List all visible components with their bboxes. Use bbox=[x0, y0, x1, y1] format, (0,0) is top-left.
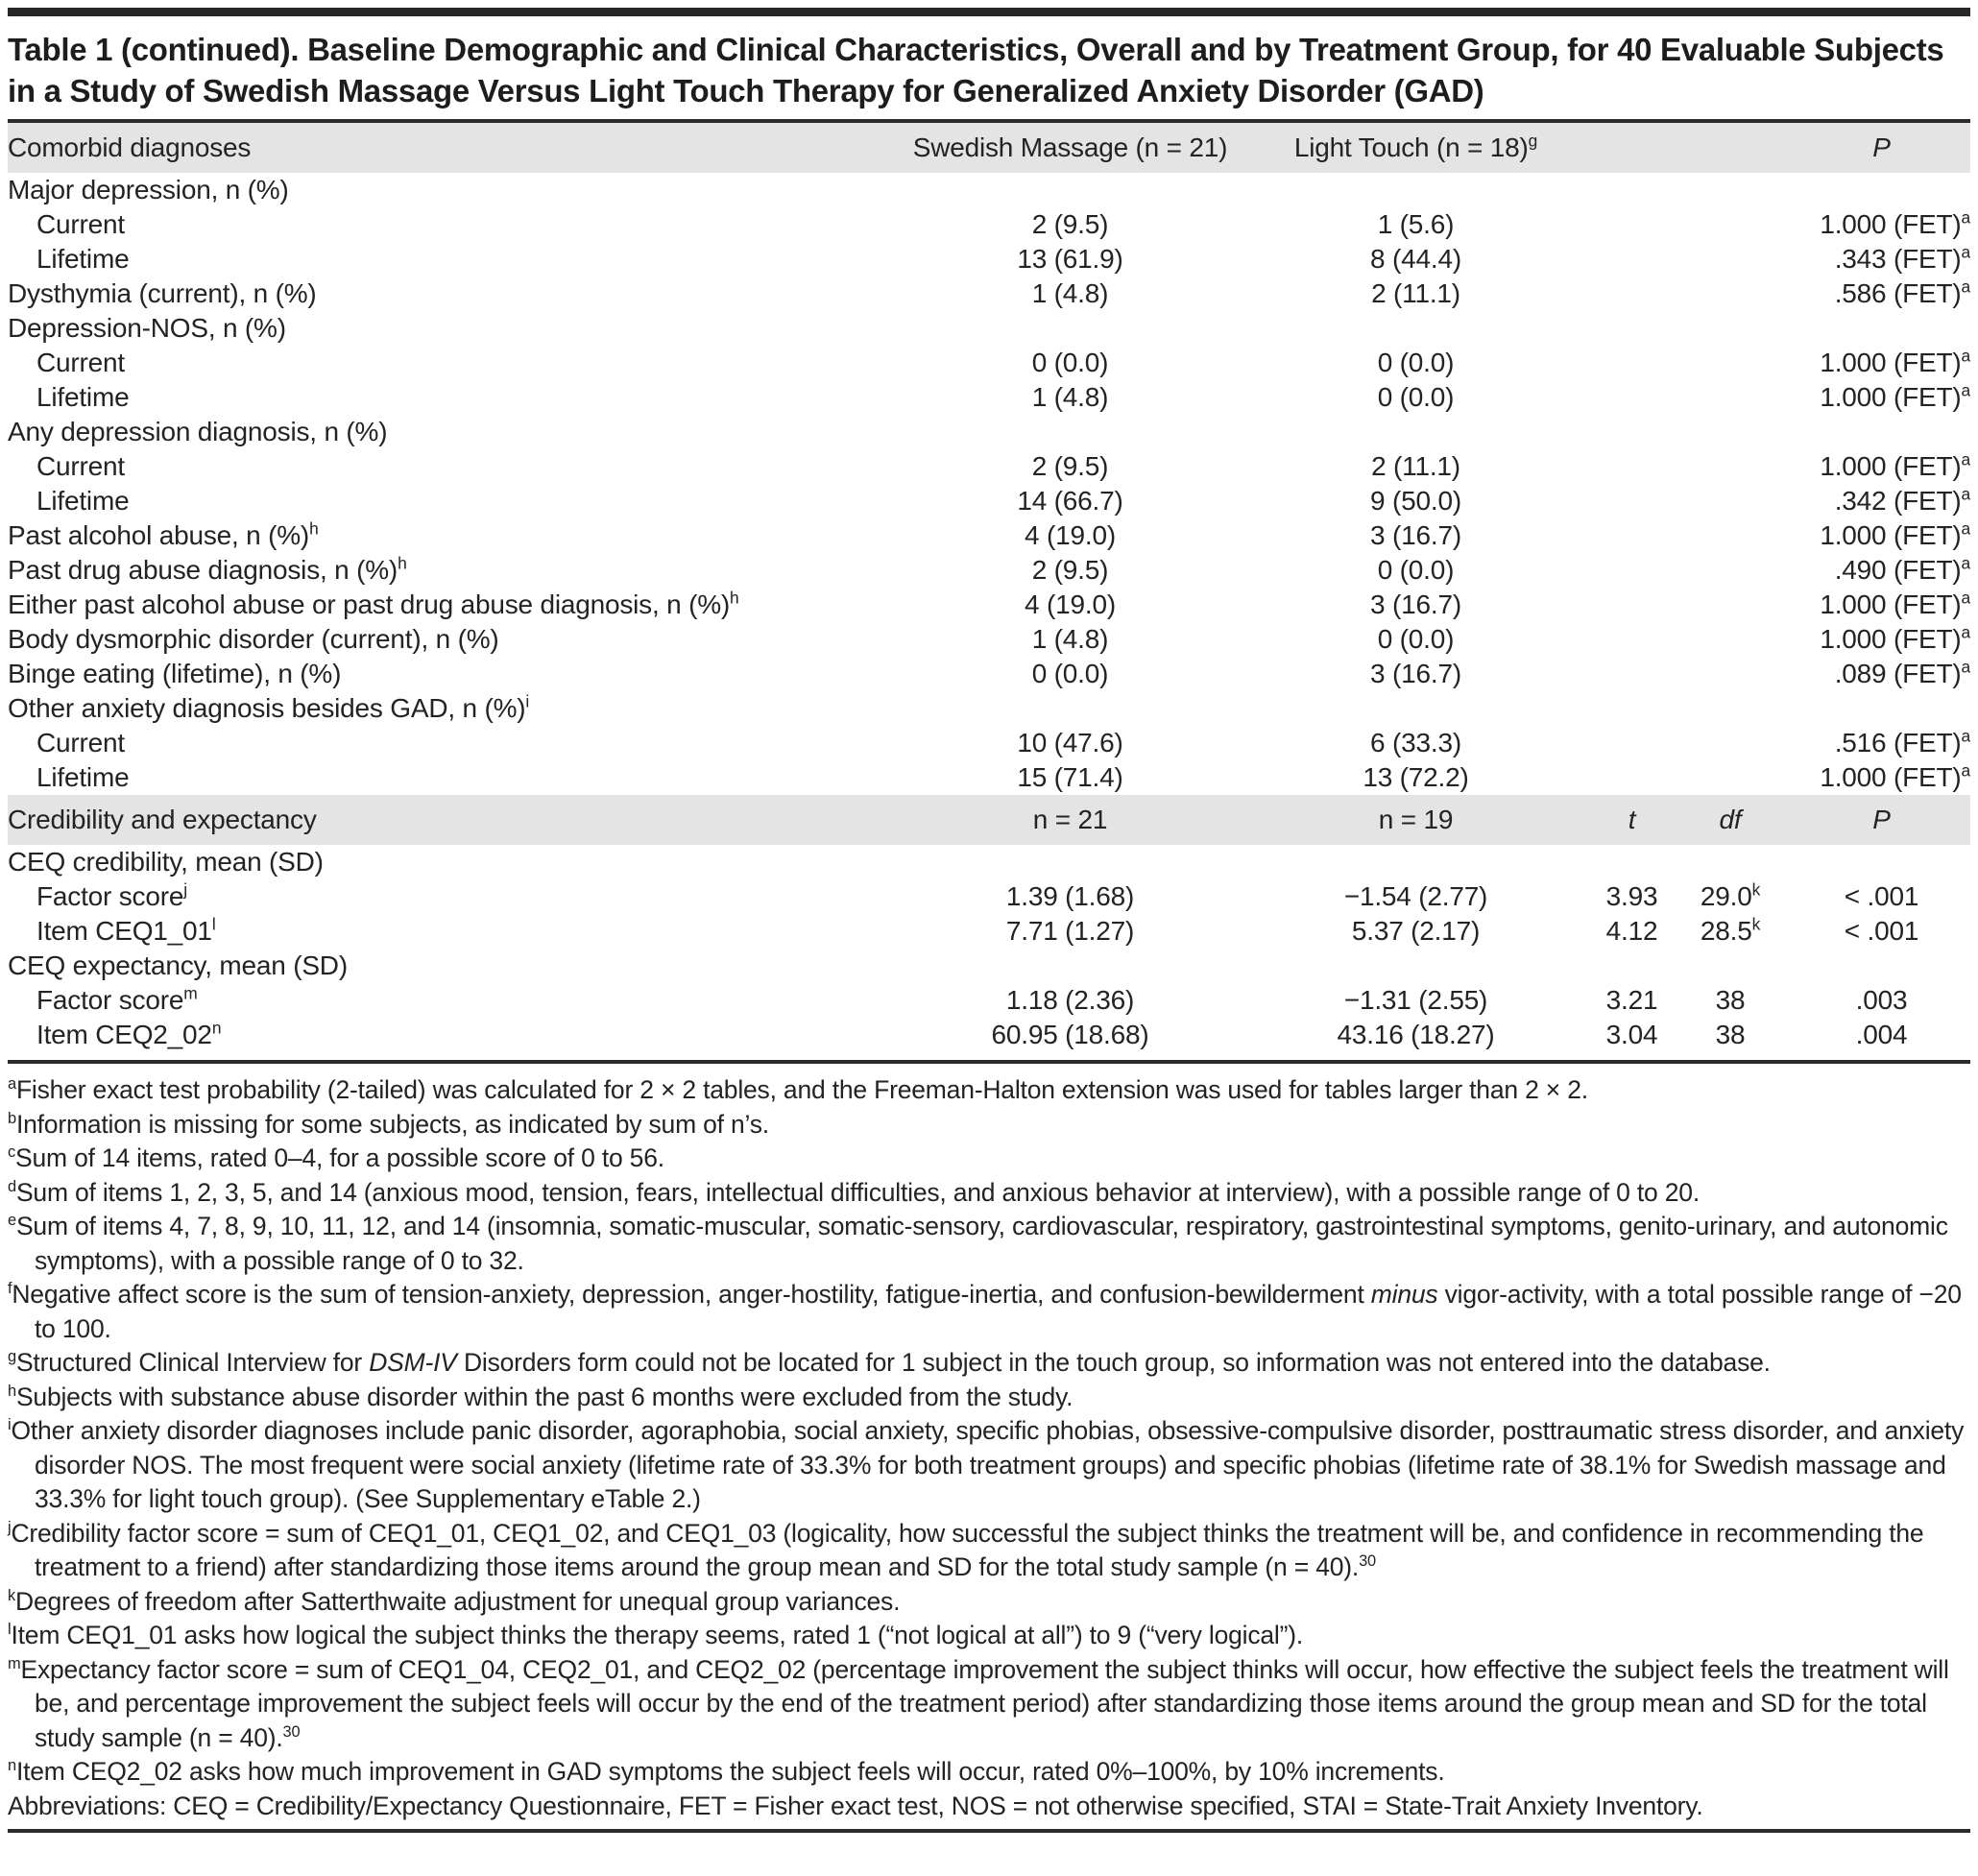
footnote-marker: e bbox=[8, 1212, 16, 1230]
row-label bbox=[8, 1018, 905, 1052]
cell-group2 bbox=[1236, 380, 1596, 415]
cell-t-text: 3.93 bbox=[1605, 881, 1658, 911]
cell-group1-text: 13 (61.9) bbox=[1017, 244, 1123, 274]
cell-group1-text: 60.95 (18.68) bbox=[991, 1020, 1149, 1049]
cell-group1 bbox=[905, 207, 1236, 242]
footnote-g bbox=[8, 1346, 1970, 1381]
footnote-text: DSM-IV bbox=[369, 1348, 457, 1377]
cell-p bbox=[1793, 588, 1970, 622]
table-row bbox=[8, 691, 1970, 726]
row-label-text: Lifetime bbox=[36, 382, 130, 412]
cell-group2-text: 9 (50.0) bbox=[1370, 486, 1461, 516]
cell-p-footnote-mark: a bbox=[1961, 622, 1970, 642]
cell-t bbox=[1596, 983, 1668, 1018]
cell-p-text: 1.000 (FET) bbox=[1820, 589, 1962, 619]
cell-t-text: 4.12 bbox=[1605, 916, 1658, 946]
footnote-marker: j bbox=[8, 1518, 12, 1536]
footnote-text: Information is missing for some subjects, as indicated by sum of n’s. bbox=[15, 1109, 769, 1139]
cell-group2-text: 0 (0.0) bbox=[1377, 555, 1455, 585]
cell-p-text: 1.000 (FET) bbox=[1820, 348, 1962, 377]
cell-p-text: < .001 bbox=[1844, 916, 1919, 946]
row-label-text: Past drug abuse diagnosis, n (%) bbox=[8, 555, 398, 585]
row-label bbox=[8, 914, 905, 949]
cell-group1-text: 15 (71.4) bbox=[1017, 762, 1123, 792]
cell-df-text: 38 bbox=[1715, 1020, 1746, 1049]
footnote-c bbox=[8, 1142, 1970, 1176]
table-row bbox=[8, 484, 1970, 518]
footnote-text: Other anxiety disorder diagnoses include panic disorder, agoraphobia, social anxiety, specific phobias, obsessive-compulsive disorder, posttraumatic stress disorder, and anxiety disorder NOS. The most frequent were social anxiety (lifetime rate of 33.3% for both treatment groups) and specific phobias (lifetime rate of 38.1% for Swedish massage and 33.3% for light touch group). (See Supplementary eTable 2.) bbox=[11, 1416, 1965, 1513]
row-label bbox=[8, 588, 905, 622]
row-label-footnote-mark: n bbox=[211, 1018, 222, 1038]
table-row bbox=[8, 983, 1970, 1018]
row-label bbox=[8, 484, 905, 518]
row-label bbox=[8, 277, 905, 311]
cell-p bbox=[1793, 760, 1970, 795]
cell-group2 bbox=[1236, 622, 1596, 657]
cell-group1 bbox=[905, 983, 1236, 1018]
row-label-text: CEQ credibility, mean (SD) bbox=[8, 847, 324, 877]
row-label bbox=[8, 173, 905, 207]
cell-group1-text: 4 (19.0) bbox=[1025, 520, 1116, 550]
cell-group1 bbox=[905, 277, 1236, 311]
top-rule bbox=[8, 8, 1970, 16]
cell-group2-text: 6 (33.3) bbox=[1370, 728, 1461, 758]
row-label-footnote-mark: h bbox=[398, 553, 407, 573]
cell-p-text: .003 bbox=[1855, 985, 1908, 1015]
cell-df-text: 29.0 bbox=[1700, 881, 1752, 911]
cell-p-text: 1.000 (FET) bbox=[1820, 762, 1962, 792]
cell-group1 bbox=[905, 1018, 1236, 1052]
row-label-text: Lifetime bbox=[36, 762, 130, 792]
section2-header-df: df bbox=[1719, 805, 1742, 834]
footnote-text: Degrees of freedom after Satterthwaite adjustment for unequal group variances. bbox=[15, 1586, 901, 1616]
row-label-text: Dysthymia (current), n (%) bbox=[8, 278, 317, 308]
cell-group1 bbox=[905, 484, 1236, 518]
section1-body bbox=[8, 173, 1970, 795]
row-label-footnote-mark: l bbox=[211, 914, 216, 934]
cell-group2 bbox=[1236, 553, 1596, 588]
cell-group1-text: 14 (66.7) bbox=[1017, 486, 1123, 516]
cell-group2-text: 43.16 (18.27) bbox=[1337, 1020, 1495, 1049]
cell-group2 bbox=[1236, 449, 1596, 484]
cell-p-footnote-mark: a bbox=[1961, 380, 1970, 400]
row-label-text: Item CEQ1_01 bbox=[36, 916, 212, 946]
cell-group2-text: 3 (16.7) bbox=[1370, 520, 1461, 550]
table-row bbox=[8, 415, 1970, 449]
row-label-text: Item CEQ2_02 bbox=[36, 1020, 212, 1049]
cell-t bbox=[1596, 914, 1668, 949]
footnote-text: Sum of items 1, 2, 3, 5, and 14 (anxious mood, tension, fears, intellectual difficulties, and anxious behavior at interview), with a possible range of 0 to 20. bbox=[15, 1177, 1700, 1207]
table-row bbox=[8, 207, 1970, 242]
cell-df-footnote-mark: k bbox=[1751, 914, 1761, 934]
row-label bbox=[8, 415, 905, 449]
section1-header-row bbox=[8, 123, 1970, 173]
cell-group1 bbox=[905, 588, 1236, 622]
cell-group2 bbox=[1236, 879, 1596, 914]
cell-p-footnote-mark: a bbox=[1961, 657, 1970, 677]
cell-group2 bbox=[1236, 914, 1596, 949]
table-row bbox=[8, 380, 1970, 415]
section1-header-group2-footnote-mark: g bbox=[1528, 131, 1538, 151]
table-row bbox=[8, 949, 1970, 983]
cell-p bbox=[1793, 242, 1970, 277]
footnote-marker: a bbox=[8, 1075, 16, 1094]
row-label bbox=[8, 242, 905, 277]
cell-df-footnote-mark: k bbox=[1751, 879, 1761, 900]
cell-group1 bbox=[905, 914, 1236, 949]
cell-group1-text: 1 (4.8) bbox=[1031, 278, 1109, 308]
cell-p-text: .343 (FET) bbox=[1834, 244, 1962, 274]
row-label-text: Lifetime bbox=[36, 244, 130, 274]
footnote-marker: n bbox=[8, 1757, 16, 1775]
cell-p bbox=[1793, 879, 1970, 914]
cell-df bbox=[1668, 879, 1793, 914]
cell-group2 bbox=[1236, 983, 1596, 1018]
cell-group1-text: 7.71 (1.27) bbox=[1005, 916, 1135, 946]
cell-p bbox=[1793, 518, 1970, 553]
cell-df-text: 28.5 bbox=[1700, 916, 1752, 946]
footnote-text: 30 bbox=[282, 1722, 301, 1741]
row-label bbox=[8, 845, 905, 879]
table-row bbox=[8, 449, 1970, 484]
section2-header-label: Credibility and expectancy bbox=[8, 805, 317, 834]
cell-group2 bbox=[1236, 760, 1596, 795]
table-row bbox=[8, 242, 1970, 277]
table-row bbox=[8, 1018, 1970, 1052]
cell-group2-text: 0 (0.0) bbox=[1377, 624, 1455, 654]
cell-group1-text: 0 (0.0) bbox=[1031, 659, 1109, 688]
cell-t-text: 3.04 bbox=[1605, 1020, 1658, 1049]
cell-group1-text: 2 (9.5) bbox=[1031, 451, 1109, 481]
cell-t bbox=[1596, 879, 1668, 914]
table-row bbox=[8, 553, 1970, 588]
cell-group1-text: 1 (4.8) bbox=[1031, 624, 1109, 654]
footnotes-block bbox=[8, 1073, 1970, 1790]
footnote-text: Item CEQ2_02 asks how much improvement in GAD symptoms the subject feels will occur, rated 0%–100%, by 10% increments. bbox=[15, 1757, 1445, 1786]
cell-group1 bbox=[905, 760, 1236, 795]
footnote-text: 30 bbox=[1359, 1552, 1376, 1571]
cell-p-text: .342 (FET) bbox=[1834, 486, 1962, 516]
cell-p-footnote-mark: a bbox=[1961, 207, 1970, 228]
cell-p-footnote-mark: a bbox=[1961, 588, 1970, 608]
cell-p-footnote-mark: a bbox=[1961, 518, 1970, 539]
cell-p bbox=[1793, 914, 1970, 949]
cell-group2-text: 2 (11.1) bbox=[1371, 451, 1460, 481]
cell-p bbox=[1793, 983, 1970, 1018]
cell-p bbox=[1793, 726, 1970, 760]
cell-df bbox=[1668, 914, 1793, 949]
section1-header-label: Comorbid diagnoses bbox=[8, 132, 252, 162]
cell-group2-text: −1.54 (2.77) bbox=[1343, 881, 1488, 911]
cell-group2-text: 2 (11.1) bbox=[1371, 278, 1460, 308]
cell-p bbox=[1793, 553, 1970, 588]
row-label bbox=[8, 553, 905, 588]
cell-group1 bbox=[905, 242, 1236, 277]
footnote-marker: d bbox=[8, 1177, 16, 1195]
row-label bbox=[8, 380, 905, 415]
section1-header-band bbox=[8, 123, 1970, 173]
cell-group1 bbox=[905, 726, 1236, 760]
cell-df bbox=[1668, 1018, 1793, 1052]
footnote-text: Fisher exact test probability (2-tailed) was calculated for 2 × 2 tables, and the Freeman-Halton extension was used for tables larger than 2 × 2. bbox=[15, 1075, 1588, 1104]
cell-group1-text: 10 (47.6) bbox=[1017, 728, 1123, 758]
cell-group1 bbox=[905, 346, 1236, 380]
footnote-text: Sum of items 4, 7, 8, 9, 10, 11, 12, and 14 (insomnia, somatic-muscular, somatic-sensory, cardiovascular, respiratory, gastrointestinal symptoms, genito-urinary, and autonomic symptoms), with a possible range of 0 to 32. bbox=[15, 1212, 1948, 1275]
cell-group2-text: 0 (0.0) bbox=[1377, 382, 1455, 412]
cell-group2 bbox=[1236, 726, 1596, 760]
footnote-text: Expectancy factor score = sum of CEQ1_04, CEQ2_01, and CEQ2_02 (percentage improvement the subject thinks will occur, how effective the subject feels the treatment will be, and percentage improvement the subject feels will occur by the end of the treatment period) after standardizing those items around the group mean and SD for the total study sample (n = 40). bbox=[20, 1654, 1949, 1752]
row-label bbox=[8, 949, 905, 983]
row-label-text: Binge eating (lifetime), n (%) bbox=[8, 659, 342, 688]
table-row bbox=[8, 726, 1970, 760]
cell-group1-text: 1 (4.8) bbox=[1031, 382, 1109, 412]
cell-p bbox=[1793, 1018, 1970, 1052]
row-label-text: Past alcohol abuse, n (%) bbox=[8, 520, 310, 550]
row-label-text: Current bbox=[36, 209, 125, 239]
footnote-rule bbox=[8, 1060, 1970, 1064]
table-row bbox=[8, 657, 1970, 691]
table-row bbox=[8, 845, 1970, 879]
cell-p-text: .516 (FET) bbox=[1834, 728, 1962, 758]
row-label-text: Either past alcohol abuse or past drug abuse diagnosis, n (%) bbox=[8, 589, 731, 619]
footnote-a bbox=[8, 1073, 1970, 1108]
cell-p bbox=[1793, 449, 1970, 484]
cell-p-text: .490 (FET) bbox=[1834, 555, 1962, 585]
cell-group2-text: 3 (16.7) bbox=[1370, 659, 1461, 688]
footnote-marker: b bbox=[8, 1109, 16, 1127]
cell-group2 bbox=[1236, 518, 1596, 553]
cell-group1 bbox=[905, 553, 1236, 588]
section2-body bbox=[8, 845, 1970, 1052]
row-label bbox=[8, 518, 905, 553]
cell-df bbox=[1668, 983, 1793, 1018]
footnote-marker: i bbox=[8, 1416, 12, 1434]
row-label bbox=[8, 346, 905, 380]
footnote-text: Sum of 14 items, rated 0–4, for a possible score of 0 to 56. bbox=[15, 1143, 664, 1172]
cell-p-text: 1.000 (FET) bbox=[1820, 451, 1962, 481]
cell-group1 bbox=[905, 380, 1236, 415]
footnote-text: vigor-activity, with a total possible range of −20 to 100. bbox=[35, 1280, 1962, 1343]
cell-group1 bbox=[905, 879, 1236, 914]
row-label-text: Major depression, n (%) bbox=[8, 175, 289, 204]
row-label bbox=[8, 207, 905, 242]
section1-header-group2 bbox=[1236, 123, 1596, 173]
footnote-text: Structured Clinical Interview for bbox=[15, 1348, 370, 1377]
footnote-h bbox=[8, 1381, 1970, 1415]
cell-group2-text: 3 (16.7) bbox=[1370, 589, 1461, 619]
table-row bbox=[8, 518, 1970, 553]
row-label-text: Other anxiety diagnosis besides GAD, n (%) bbox=[8, 693, 526, 723]
table-row bbox=[8, 311, 1970, 346]
row-label-footnote-mark: m bbox=[183, 983, 198, 1003]
cell-group2-text: 8 (44.4) bbox=[1370, 244, 1461, 274]
bottom-rule bbox=[8, 1829, 1970, 1833]
footnote-marker: f bbox=[8, 1280, 12, 1298]
row-label-text: Current bbox=[36, 348, 125, 377]
cell-group2 bbox=[1236, 207, 1596, 242]
row-label bbox=[8, 311, 905, 346]
cell-group1-text: 1.39 (1.68) bbox=[1005, 881, 1135, 911]
table-row bbox=[8, 914, 1970, 949]
cell-p-text: 1.000 (FET) bbox=[1820, 520, 1962, 550]
section2-header-group2: n = 19 bbox=[1378, 805, 1454, 834]
row-label-text: Factor score bbox=[36, 985, 184, 1015]
section2-header-group1: n = 21 bbox=[1032, 805, 1108, 834]
footnote-text: Subjects with substance abuse disorder within the past 6 months were excluded from the study. bbox=[15, 1382, 1073, 1411]
table-row bbox=[8, 760, 1970, 795]
cell-group1 bbox=[905, 518, 1236, 553]
row-label-footnote-mark: h bbox=[730, 588, 739, 608]
cell-p-footnote-mark: a bbox=[1961, 760, 1970, 781]
footnote-text: Credibility factor score = sum of CEQ1_01, CEQ1_02, and CEQ1_03 (logicality, how successful the subject thinks the treatment will be, and confidence in recommending the treatment to a friend) after standardizing those items around the group mean and SD for the total study sample (n = 40). bbox=[11, 1518, 1924, 1581]
cell-p-footnote-mark: a bbox=[1961, 484, 1970, 504]
cell-p-footnote-mark: a bbox=[1961, 449, 1970, 469]
cell-group1-text: 0 (0.0) bbox=[1031, 348, 1109, 377]
cell-p-footnote-mark: a bbox=[1961, 346, 1970, 366]
table-row bbox=[8, 879, 1970, 914]
cell-group2 bbox=[1236, 588, 1596, 622]
table-row bbox=[8, 277, 1970, 311]
footnote-b bbox=[8, 1108, 1970, 1142]
footnote-text: Item CEQ1_01 asks how logical the subject thinks the therapy seems, rated 1 (“not logical at all”) to 9 (“very logical”). bbox=[11, 1621, 1304, 1649]
row-label-text: Current bbox=[36, 451, 125, 481]
row-label-text: Body dysmorphic disorder (current), n (%) bbox=[8, 624, 499, 654]
cell-group2-text: −1.31 (2.55) bbox=[1343, 985, 1488, 1015]
footnote-m bbox=[8, 1653, 1970, 1756]
row-label bbox=[8, 622, 905, 657]
cell-p bbox=[1793, 346, 1970, 380]
table-row bbox=[8, 622, 1970, 657]
cell-df-text: 38 bbox=[1715, 985, 1746, 1015]
cell-p-text: 1.000 (FET) bbox=[1820, 209, 1962, 239]
row-label bbox=[8, 983, 905, 1018]
footnote-l bbox=[8, 1619, 1970, 1653]
cell-group2-text: 0 (0.0) bbox=[1377, 348, 1455, 377]
row-label-text: Current bbox=[36, 728, 125, 758]
cell-group2 bbox=[1236, 657, 1596, 691]
footnote-marker: h bbox=[8, 1382, 16, 1400]
cell-p-footnote-mark: a bbox=[1961, 277, 1970, 297]
cell-p-text: 1.000 (FET) bbox=[1820, 624, 1962, 654]
cell-p-footnote-mark: a bbox=[1961, 726, 1970, 746]
table-row bbox=[8, 346, 1970, 380]
footnote-marker: k bbox=[8, 1586, 16, 1604]
cell-p bbox=[1793, 622, 1970, 657]
table-title: Table 1 (continued). Baseline Demographic and Clinical Characteristics, Overall and by Treatment Group, for 40 Evaluable Subjects in a Study of Swedish Massage Versus Light Touch Therapy for Generalized Anxiety Disorder (GAD) bbox=[8, 32, 1944, 108]
row-label bbox=[8, 657, 905, 691]
section1-header-p: P bbox=[1872, 132, 1891, 162]
row-label bbox=[8, 760, 905, 795]
footnote-j bbox=[8, 1517, 1970, 1585]
cell-group1-text: 2 (9.5) bbox=[1031, 555, 1109, 585]
cell-group1-text: 1.18 (2.36) bbox=[1005, 985, 1135, 1015]
section1-header-group1: Swedish Massage (n = 21) bbox=[912, 132, 1228, 162]
footnote-marker: l bbox=[8, 1621, 12, 1639]
cell-group2 bbox=[1236, 346, 1596, 380]
cell-group1-text: 4 (19.0) bbox=[1025, 589, 1116, 619]
cell-p bbox=[1793, 380, 1970, 415]
row-label-text: Factor score bbox=[36, 881, 184, 911]
cell-p-footnote-mark: a bbox=[1961, 242, 1970, 262]
footnote-marker: g bbox=[8, 1348, 16, 1366]
cell-t-text: 3.21 bbox=[1605, 985, 1658, 1015]
footnote-text: Negative affect score is the sum of tension-anxiety, depression, anger-hostility, fatigue-inertia, and confusion-bewilderment bbox=[12, 1280, 1371, 1309]
footnote-n bbox=[8, 1755, 1970, 1790]
section2-header-t: t bbox=[1628, 805, 1636, 834]
cell-p bbox=[1793, 657, 1970, 691]
footnote-k bbox=[8, 1585, 1970, 1620]
cell-group2-text: 1 (5.6) bbox=[1377, 209, 1455, 239]
cell-p-text: .004 bbox=[1855, 1020, 1908, 1049]
cell-group2 bbox=[1236, 484, 1596, 518]
footnote-text: Disorders form could not be located for 1 subject in the touch group, so information was not entered into the database. bbox=[456, 1348, 1771, 1377]
cell-p bbox=[1793, 484, 1970, 518]
cell-group2 bbox=[1236, 1018, 1596, 1052]
cell-group2 bbox=[1236, 242, 1596, 277]
row-label-text: Depression-NOS, n (%) bbox=[8, 313, 286, 343]
cell-p bbox=[1793, 207, 1970, 242]
footnote-text: minus bbox=[1370, 1280, 1438, 1309]
row-label-text: Any depression diagnosis, n (%) bbox=[8, 417, 388, 446]
footnote-f bbox=[8, 1278, 1970, 1346]
footnote-i bbox=[8, 1414, 1970, 1517]
cell-group1 bbox=[905, 657, 1236, 691]
cell-p-text: .586 (FET) bbox=[1834, 278, 1962, 308]
row-label-text: CEQ expectancy, mean (SD) bbox=[8, 950, 348, 980]
row-label-text: Lifetime bbox=[36, 486, 130, 516]
abbreviations-line: Abbreviations: CEQ = Credibility/Expectancy Questionnaire, FET = Fisher exact test, NOS = not otherwise specified, STAI = State-Trait Anxiety Inventory. bbox=[8, 1791, 1703, 1820]
cell-t bbox=[1596, 1018, 1668, 1052]
cell-p-footnote-mark: a bbox=[1961, 553, 1970, 573]
cell-group1 bbox=[905, 449, 1236, 484]
section1-header-group2-text: Light Touch (n = 18) bbox=[1293, 132, 1529, 162]
row-label-footnote-mark: j bbox=[183, 879, 187, 900]
cell-group2 bbox=[1236, 277, 1596, 311]
footnote-d bbox=[8, 1176, 1970, 1211]
cell-group1 bbox=[905, 622, 1236, 657]
section2-header-band bbox=[8, 795, 1970, 845]
footnote-marker: c bbox=[8, 1143, 16, 1162]
section2-header-row bbox=[8, 795, 1970, 845]
cell-p-text: .089 (FET) bbox=[1834, 659, 1962, 688]
footnote-e bbox=[8, 1210, 1970, 1278]
row-label bbox=[8, 879, 905, 914]
row-label bbox=[8, 691, 905, 726]
table-row bbox=[8, 588, 1970, 622]
cell-group1-text: 2 (9.5) bbox=[1031, 209, 1109, 239]
table-row bbox=[8, 173, 1970, 207]
cell-group2-text: 13 (72.2) bbox=[1363, 762, 1469, 792]
section2-header-p: P bbox=[1872, 805, 1891, 834]
cell-p-text: < .001 bbox=[1844, 881, 1919, 911]
row-label bbox=[8, 449, 905, 484]
row-label-footnote-mark: i bbox=[525, 691, 530, 711]
row-label bbox=[8, 726, 905, 760]
row-label-footnote-mark: h bbox=[309, 518, 319, 539]
cell-p bbox=[1793, 277, 1970, 311]
cell-p-text: 1.000 (FET) bbox=[1820, 382, 1962, 412]
cell-group2-text: 5.37 (2.17) bbox=[1351, 916, 1481, 946]
footnote-marker: m bbox=[8, 1654, 21, 1672]
